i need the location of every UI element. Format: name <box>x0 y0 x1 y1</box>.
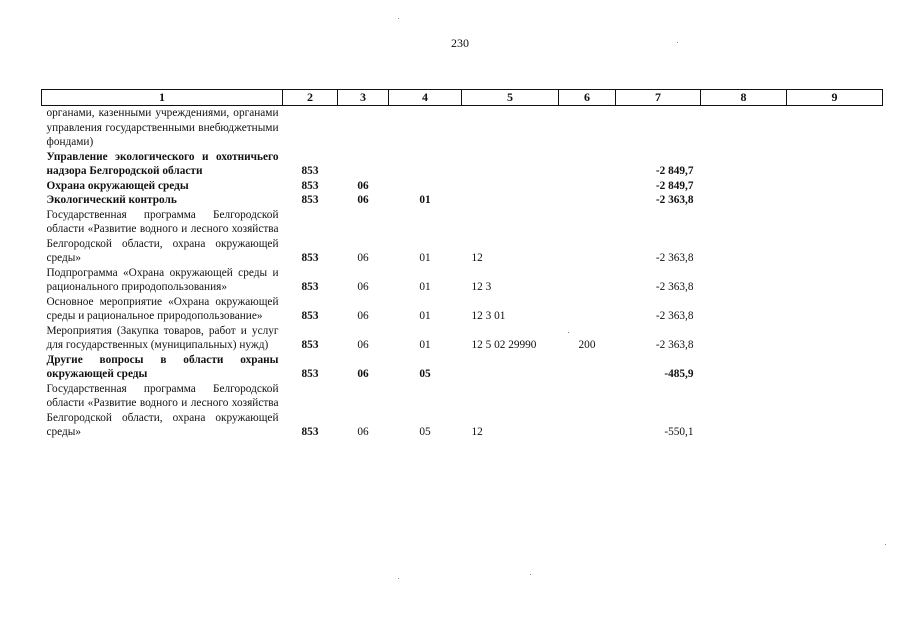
row-col8 <box>701 208 787 266</box>
row-amount: -2 363,8 <box>655 310 694 322</box>
row-code-section: 06 <box>357 194 369 206</box>
row-col9 <box>787 353 883 382</box>
row-name: Мероприятия (Закупка товаров, работ и услуг для государственных (муниципальных) нужд) <box>46 324 279 351</box>
page-number: 230 <box>451 36 469 50</box>
column-header-7: 7 <box>616 90 701 106</box>
row-name: Другие вопросы в области охраны окружающей среды <box>46 353 279 380</box>
row-code-expense-type: 200 <box>578 339 596 351</box>
column-header-4: 4 <box>389 90 462 106</box>
row-code-section: 06 <box>357 252 369 264</box>
row-code-section: 06 <box>357 368 369 380</box>
row-code-section: 06 <box>357 281 369 293</box>
budget-table <box>41 89 883 440</box>
row-col9 <box>787 208 883 266</box>
row-code-target <box>462 150 559 179</box>
row-code-subsection: 01 <box>419 310 431 322</box>
row-name: Основное мероприятие «Охрана окружающей среды и рациональное природопользование» <box>46 295 279 322</box>
table-row <box>42 193 883 208</box>
row-code-section: 06 <box>357 426 369 438</box>
row-code-subsection: 01 <box>419 339 431 351</box>
row-name: Государственная программа Белгородской области «Развитие водного и лесного хозяйства Белгородской области, охрана окружающей среды» <box>46 382 279 438</box>
row-code-section <box>338 150 389 179</box>
column-header-5: 5 <box>462 90 559 106</box>
row-code-target: 12 <box>471 426 483 438</box>
column-header-1: 1 <box>42 90 283 106</box>
row-code-ministry <box>283 106 338 150</box>
row-code-section: 06 <box>357 179 369 192</box>
row-name: Охрана окружающей среды <box>46 179 189 192</box>
row-amount: -2 363,8 <box>655 339 694 351</box>
table-row <box>42 324 883 353</box>
row-name: Подпрограмма «Охрана окружающей среды и рационального природопользования» <box>46 266 279 293</box>
row-amount: -485,9 <box>664 368 694 380</box>
row-code-section: 06 <box>357 339 369 351</box>
table-row <box>42 208 883 266</box>
row-code-ministry: 853 <box>301 252 319 264</box>
row-amount: -2 849,7 <box>655 179 694 192</box>
row-amount: -2 363,8 <box>655 252 694 264</box>
row-code-section <box>338 106 389 150</box>
row-code-subsection: 01 <box>419 194 431 206</box>
row-col9 <box>787 179 883 194</box>
scan-speck <box>568 332 569 333</box>
row-name: Управление экологического и охотничьего надзора Белгородской области <box>46 150 279 177</box>
row-col8 <box>701 295 787 324</box>
scan-speck <box>677 42 678 43</box>
row-col9 <box>787 382 883 440</box>
row-code-ministry: 853 <box>301 339 319 351</box>
table-row <box>42 150 883 179</box>
row-code-ministry: 853 <box>301 368 319 380</box>
row-code-subsection: 01 <box>419 281 431 293</box>
column-header-3: 3 <box>338 90 389 106</box>
column-header-8: 8 <box>701 90 787 106</box>
row-col9 <box>787 150 883 179</box>
scan-speck <box>398 18 399 19</box>
scan-speck <box>885 544 886 545</box>
row-code-expense-type <box>559 193 616 208</box>
row-name: Государственная программа Белгородской области «Развитие водного и лесного хозяйства Белгородской области, охрана окружающей среды» <box>46 208 279 264</box>
row-code-ministry: 853 <box>301 194 319 206</box>
row-col9 <box>787 266 883 295</box>
row-code-ministry: 853 <box>301 165 319 177</box>
row-col8 <box>701 106 787 150</box>
row-amount: -2 363,8 <box>655 194 694 206</box>
row-code-subsection <box>389 150 462 179</box>
row-code-subsection <box>389 179 462 194</box>
row-col9 <box>787 324 883 353</box>
row-code-target <box>462 179 559 194</box>
row-code-subsection <box>389 106 462 150</box>
row-amount: -550,1 <box>664 426 694 438</box>
table-row <box>42 179 883 194</box>
row-col8 <box>701 179 787 194</box>
column-header-6: 6 <box>559 90 616 106</box>
row-code-expense-type <box>559 150 616 179</box>
row-col8 <box>701 382 787 440</box>
row-code-expense-type <box>559 353 616 382</box>
row-code-target <box>462 106 559 150</box>
row-name: Экологический контроль <box>46 194 177 206</box>
row-code-target: 12 5 02 29990 <box>471 339 537 351</box>
row-col8 <box>701 150 787 179</box>
row-code-subsection: 05 <box>419 368 431 380</box>
row-col9 <box>787 295 883 324</box>
table-row <box>42 295 883 324</box>
row-code-ministry: 853 <box>301 179 319 192</box>
row-code-target: 12 3 <box>471 281 492 293</box>
row-code-ministry: 853 <box>301 426 319 438</box>
table-row <box>42 266 883 295</box>
row-code-expense-type <box>559 266 616 295</box>
row-code-section: 06 <box>357 310 369 322</box>
row-code-target <box>462 353 559 382</box>
row-code-subsection: 01 <box>419 252 431 264</box>
scan-speck <box>530 574 531 575</box>
row-code-ministry: 853 <box>301 310 319 322</box>
row-code-expense-type <box>559 106 616 150</box>
column-header-9: 9 <box>787 90 883 106</box>
row-col8 <box>701 324 787 353</box>
table-row <box>42 353 883 382</box>
row-code-target: 12 3 01 <box>471 310 506 322</box>
row-code-expense-type <box>559 179 616 194</box>
table-row <box>42 106 883 150</box>
row-col8 <box>701 266 787 295</box>
row-col9 <box>787 193 883 208</box>
row-amount: -2 849,7 <box>655 165 694 177</box>
row-code-expense-type <box>559 382 616 440</box>
table-header <box>42 90 883 106</box>
row-amount: -2 363,8 <box>655 281 694 293</box>
row-code-expense-type <box>559 208 616 266</box>
row-code-ministry: 853 <box>301 281 319 293</box>
row-amount <box>616 106 701 150</box>
row-col8 <box>701 353 787 382</box>
row-code-target <box>462 193 559 208</box>
row-code-expense-type <box>559 295 616 324</box>
row-col8 <box>701 193 787 208</box>
scan-speck <box>398 578 399 579</box>
row-name: органами, казенными учреждениями, органами управления государственными внебюджетными фондами) <box>46 107 279 148</box>
row-col9 <box>787 106 883 150</box>
row-code-target: 12 <box>471 252 483 264</box>
column-header-2: 2 <box>283 90 338 106</box>
table-row <box>42 382 883 440</box>
row-code-subsection: 05 <box>419 426 431 438</box>
